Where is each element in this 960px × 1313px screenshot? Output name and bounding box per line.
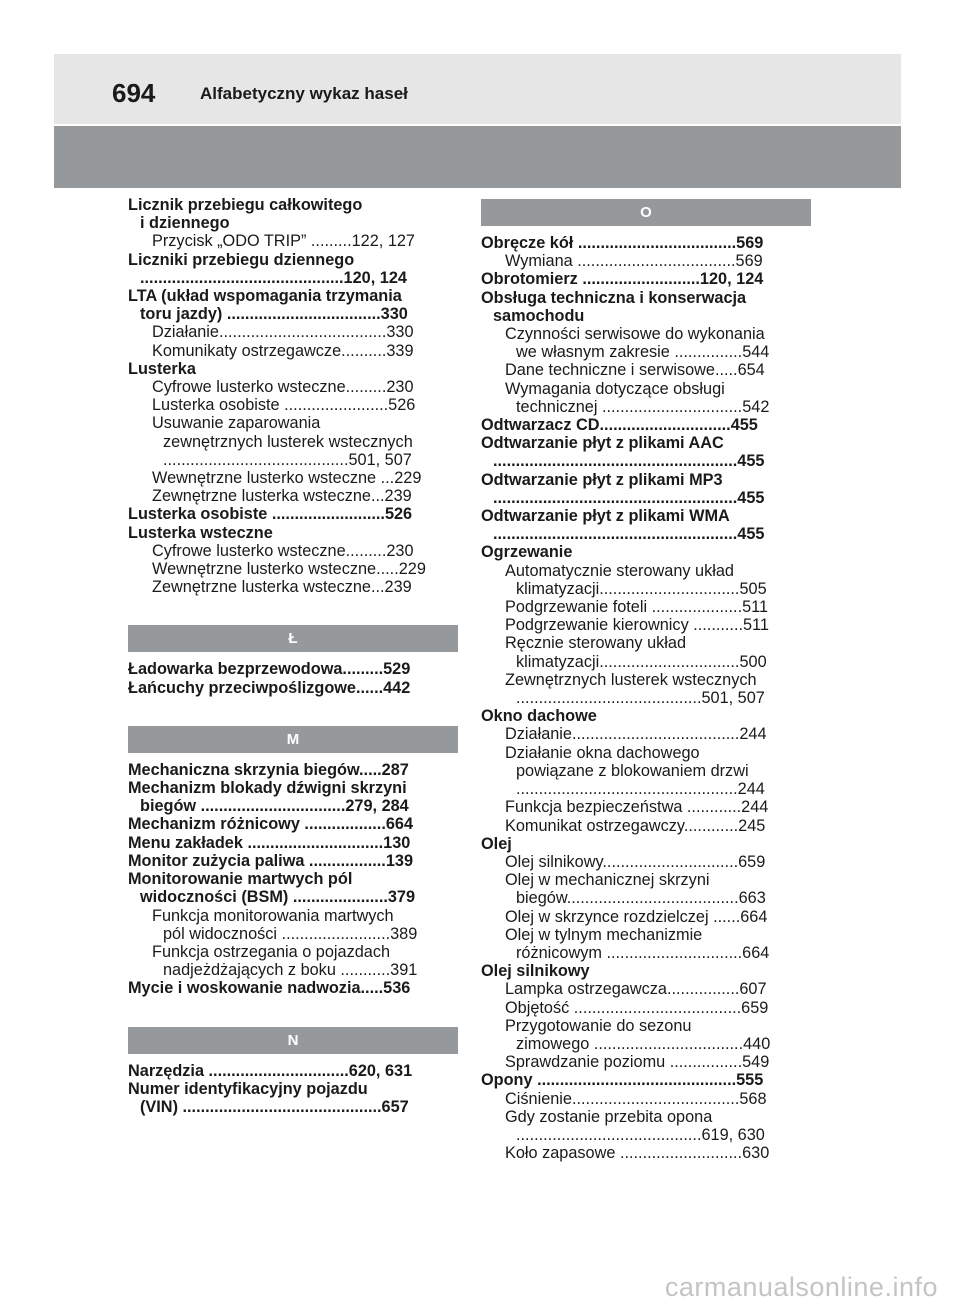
index-entry: Lusterka [128,359,196,378]
index-subentry: .................................................244 [516,780,765,799]
section-letter-header: O [481,199,811,226]
index-subentry: klimatyzacji...............................505 [516,579,767,598]
index-entry: Mechanizm różnicowy ..................664 [128,815,414,834]
index-entry: Obsługa techniczna i konserwacja [481,288,747,307]
index-subentry: Wymiana ...................................569 [505,252,763,271]
index-column-left [128,196,458,1116]
index-subentry: Czynności serwisowe do wykonania [505,325,765,344]
index-subentry: Koło zapasowe ...........................630 [505,1144,770,1163]
index-subentry: Funkcja ostrzegania o pojazdach [152,942,391,961]
index-subentry: Dane techniczne i serwisowe.....654 [505,361,765,380]
index-entry: Odtwarzacz CD.............................455 [481,416,758,435]
index-subentry: Zewnętrznych lusterek wstecznych [505,670,757,689]
index-entry: Mechaniczna skrzynia biegów.....287 [128,760,409,779]
spacer [128,697,458,726]
index-subentry: Sprawdzanie poziomu ................549 [505,1053,770,1072]
index-entry: samochodu [493,306,585,325]
index-entry: Olej [481,834,512,853]
index-subentry: Cyfrowe lusterko wsteczne.........230 [152,378,414,397]
index-subentry: Podgrzewanie kierownicy ...........511 [505,616,769,635]
index-entry: Olej silnikowy [481,962,590,981]
index-subentry: Olej w tylnym mechanizmie [505,925,703,944]
index-entry: Obrotomierz ..........................120, 124 [481,270,764,289]
index-entry: .............................................120, 124 [140,268,407,287]
index-subentry: pól widoczności ........................389 [163,924,418,943]
index-entry: Mycie i woskowanie nadwozia.....536 [128,979,411,998]
index-subentry: Automatycznie sterowany układ [505,561,734,580]
index-entry: ......................................................455 [493,488,765,507]
index-subentry: Gdy zostanie przebita opona [505,1107,713,1126]
index-subentry: Działanie.....................................244 [505,725,767,744]
index-subentry: Działanie.....................................330 [152,323,414,342]
index-subentry: Usuwanie zaparowania [152,414,321,433]
index-subentry: zewnętrznych lusterek wstecznych [163,432,413,451]
index-subentry: .........................................501, 507 [163,450,412,469]
index-entry: Okno dachowe [481,707,597,726]
index-entry: widoczności (BSM) .....................379 [140,888,416,907]
index-subentry: .........................................619, 630 [516,1125,765,1144]
index-entry: i dziennego [140,214,230,233]
index-subentry: powiązane z blokowaniem drzwi [516,761,749,780]
index-entry: biegów ................................279, 284 [140,797,409,816]
spacer [128,652,458,660]
index-subentry: Lampka ostrzegawcza................607 [505,980,767,999]
index-entry: Odtwarzanie płyt z plikami MP3 [481,470,723,489]
index-subentry: Wewnętrzne lusterko wsteczne.....229 [152,560,426,579]
index-subentry: Przygotowanie do sezonu [505,1016,692,1035]
index-subentry: Cyfrowe lusterko wsteczne.........230 [152,541,414,560]
spacer [128,998,458,1027]
index-subentry: Olej w skrzynce rozdzielczej ......664 [505,907,768,926]
index-subentry: Objętość .....................................659 [505,998,769,1017]
index-entry: toru jazdy) ..................................330 [140,305,408,324]
index-subentry: Zewnętrzne lusterka wsteczne...239 [152,578,412,597]
index-entry: Narzędzia ...............................620, 631 [128,1061,413,1080]
index-entry: (VIN) ............................................657 [140,1097,409,1116]
index-entry: Opony ............................................555 [481,1071,764,1090]
index-subentry: Komunikat ostrzegawczy............245 [505,816,766,835]
index-subentry: biegów......................................663 [516,889,766,908]
index-entry: Licznik przebiegu całkowitego [128,196,363,214]
index-entry: Lusterka osobiste .........................526 [128,505,413,524]
index-subentry: Zewnętrzne lusterka wsteczne...239 [152,487,412,506]
index-entry: Monitorowanie martwych pól [128,870,353,889]
spacer [128,1054,458,1062]
index-entry: Numer identyfikacyjny pojazdu [128,1079,368,1098]
index-subentry: Olej silnikowy..............................659 [505,852,766,871]
index-entry: Obręcze kół ...................................569 [481,234,764,252]
index-subentry: klimatyzacji...............................500 [516,652,767,671]
index-entry: Łańcuchy przeciwpoślizgowe......442 [128,678,411,697]
spacer [128,753,458,761]
index-entry: Mechanizm blokady dźwigni skrzyni [128,779,407,798]
index-subentry: Olej w mechanicznej skrzyni [505,871,710,890]
index-subentry: we własnym zakresie ...............544 [516,343,770,362]
section-letter-header: M [128,726,458,753]
index-entry: ......................................................455 [493,452,765,471]
index-column-right [481,199,811,1162]
index-subentry: Funkcja bezpieczeństwa ............244 [505,798,769,817]
section-letter-header: Ł [128,625,458,652]
watermark: carmanualsonline.info [664,1272,938,1302]
index-entry: Odtwarzanie płyt z plikami AAC [481,434,724,453]
index-subentry: Podgrzewanie foteli ....................511 [505,598,769,617]
index-subentry: Wewnętrzne lusterko wsteczne ...229 [152,469,422,488]
header-band [54,126,901,188]
index-subentry: Działanie okna dachowego [505,743,700,762]
index-entry: Odtwarzanie płyt z plikami WMA [481,507,730,526]
index-subentry: Ciśnienie.....................................568 [505,1089,767,1108]
index-subentry: Funkcja monitorowania martwych [152,906,394,925]
spacer [481,226,811,234]
index-subentry: Przycisk „ODO TRIP” .........122, 127 [152,232,415,251]
index-subentry: zimowego .................................440 [516,1034,771,1053]
index-subentry: technicznej ...............................542 [516,397,770,416]
page-number: 694 [112,78,156,108]
index-subentry: Wymagania dotyczące obsługi [505,379,725,398]
index-subentry: nadjeżdżających z boku ...........391 [163,961,418,980]
spacer [128,596,458,625]
index-entry: Lusterka wsteczne [128,523,273,542]
index-subentry: .........................................501, 507 [516,689,765,708]
index-entry: Ładowarka bezprzewodowa.........529 [128,660,411,679]
index-entry: Monitor zużycia paliwa .................139 [128,851,413,870]
index-subentry: Ręcznie sterowany układ [505,634,686,653]
index-subentry: Lusterka osobiste .......................526 [152,396,416,415]
index-subentry: różnicowym ..............................664 [516,943,770,962]
index-entry: ......................................................455 [493,525,765,544]
index-entry: Liczniki przebiegu dziennego [128,250,355,269]
index-entry: Ogrzewanie [481,543,573,562]
page-header-bar [54,54,901,124]
section-letter-header: N [128,1027,458,1054]
running-title: Alfabetyczny wykaz haseł [200,84,408,103]
index-subentry: Komunikaty ostrzegawcze..........339 [152,341,414,360]
index-entry: Menu zakładek ..............................130 [128,833,411,852]
index-entry: LTA (układ wspomagania trzymania [128,287,402,306]
